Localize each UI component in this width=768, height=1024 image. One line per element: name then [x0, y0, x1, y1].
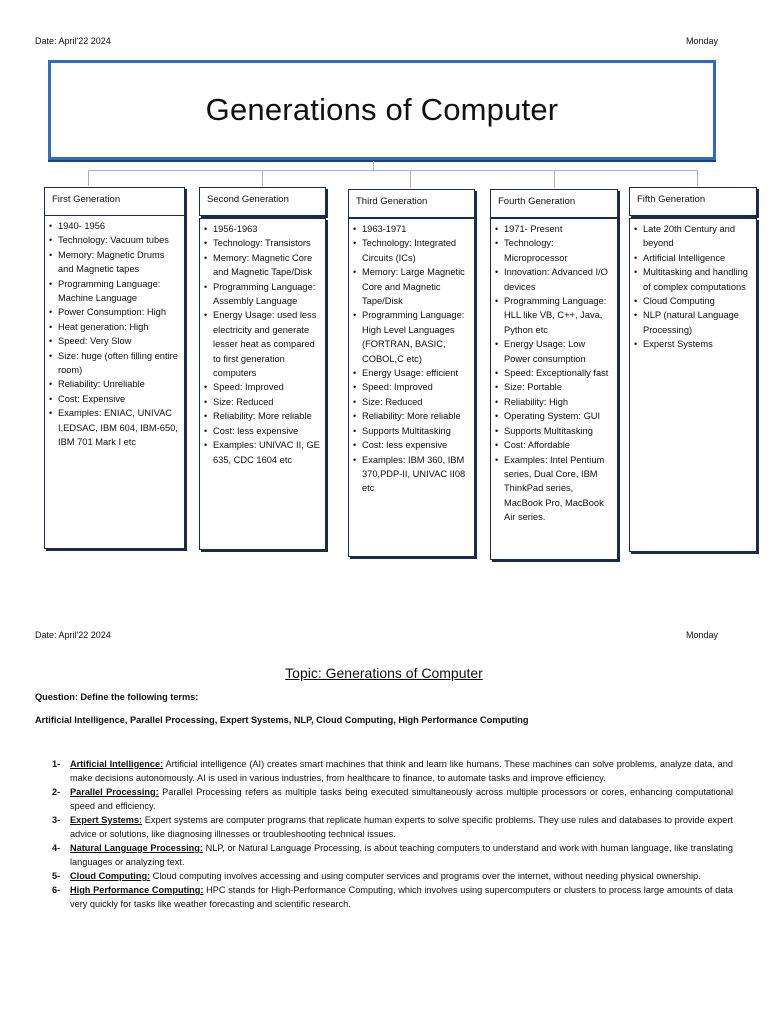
- definition-text: [70, 841, 733, 869]
- gen-list-item: • Cost: Affordable: [504, 438, 613, 452]
- definition-item: [52, 883, 733, 911]
- gen-list-item: • Reliability: More reliable: [362, 409, 470, 423]
- definition-body: HPC stands for High-Performance Computing, which involves using supercomputers or clusters to process large amounts of data very quickly for tasks like weather forecasting and scientific research.: [70, 885, 733, 909]
- connector-4: [554, 170, 555, 188]
- gen-list-item: • Cloud Computing: [643, 294, 752, 308]
- gen-list-item: • Programming Language: Assembly Language: [213, 280, 321, 309]
- gen-list-item: • Reliability: High: [504, 395, 613, 409]
- definition-item: [52, 841, 733, 869]
- gen-list-item: • Size: huge (often filling entire room): [58, 349, 180, 378]
- gen-list-item: • Cost: less expensive: [213, 424, 321, 438]
- gen-list-item: • Examples: ENIAC, UNIVAC I,EDSAC, IBM 604, IBM-650, IBM 701 Mark I etc: [58, 406, 180, 449]
- definition-item: [52, 785, 733, 813]
- definition-number: 3-: [52, 815, 61, 825]
- gen2-list: [204, 222, 321, 467]
- topic-heading: Topic: Generations of Computer: [285, 665, 483, 681]
- gen-list-item: • Technology: Vacuum tubes: [58, 233, 180, 247]
- gen-list-item: • Supports Multitasking: [362, 424, 470, 438]
- definition-number: 1-: [52, 759, 61, 769]
- gen-list-item: • Experst Systems: [643, 337, 752, 351]
- gen-list-item: • Programming Language: HLL like VB, C++, Java, Python etc: [504, 294, 613, 337]
- gen5-heading: Fifth Generation: [629, 187, 757, 216]
- gen-list-item: • Speed: Improved: [362, 380, 470, 394]
- definition-body: Cloud computing involves accessing and using computer services and programs over the internet, without needing physical ownership.: [150, 871, 701, 881]
- definition-text: [70, 813, 733, 841]
- gen-list-item: • Technology: Integrated Circuits (ICs): [362, 236, 470, 265]
- gen-list-item: • Artificial Intelligence: [643, 251, 752, 265]
- gen5-card: [629, 218, 757, 552]
- gen-list-item: • Energy Usage: Low Power consumption: [504, 337, 613, 366]
- gen-list-item: • Memory: Magnetic Core and Magnetic Tape/Disk: [213, 251, 321, 280]
- page1-date: Date: April'22 2024: [35, 36, 111, 46]
- gen4-card: [490, 218, 618, 560]
- terms-list: Artificial Intelligence, Parallel Processing, Expert Systems, NLP, Cloud Computing, High Performance Computing: [35, 715, 529, 725]
- definition-text: [70, 869, 733, 883]
- gen-list-item: • Programming Language: High Level Languages (FORTRAN, BASIC, COBOL,C etc): [362, 308, 470, 366]
- gen-list-item: • Speed: Very Slow: [58, 334, 180, 348]
- gen4-list: [495, 222, 613, 525]
- gen4-heading: Fourth Generation: [490, 189, 618, 218]
- gen-list-item: • Size: Reduced: [362, 395, 470, 409]
- definition-body: Parallel Processing refers as multiple tasks being executed simultaneously across multiple processors or cores, enhancing computational speed and efficiency.: [70, 787, 733, 811]
- definition-body: Artificial intelligence (AI) creates smart machines that think and learn like humans. These machines can solve problems, analyze data, and make decisions autonomously. AI is used in various industries, from healthcare to finance, to automate tasks and improve efficiency.: [70, 759, 733, 783]
- definition-term: High Performance Computing:: [70, 885, 204, 895]
- definition-number: 5-: [52, 871, 61, 881]
- question-text: Question: Define the following terms:: [35, 692, 199, 702]
- gen-list-item: • Programming Language: Machine Language: [58, 277, 180, 306]
- gen-list-item: • Speed: Improved: [213, 380, 321, 394]
- definition-term: Parallel Processing:: [70, 787, 159, 797]
- definition-item: [52, 813, 733, 841]
- gen-list-item: • Innovation: Advanced I/O devices: [504, 265, 613, 294]
- connector-3: [410, 170, 411, 188]
- definition-text: [70, 785, 733, 813]
- gen-list-item: • Size: Portable: [504, 380, 613, 394]
- gen-list-item: • Speed: Exceptionally fast: [504, 366, 613, 380]
- gen3-heading: Third Generation: [348, 189, 475, 218]
- gen-list-item: • Examples: IBM 360, IBM 370,PDP-II, UNIVAC II08 etc: [362, 453, 470, 496]
- definition-text: [70, 757, 733, 785]
- connector-5: [697, 170, 698, 186]
- definition-body: NLP, or Natural Language Processing, is about teaching computers to understand and work with human language, like translating languages or analyzing text.: [70, 843, 733, 867]
- gen-list-item: • 1940- 1956: [58, 219, 180, 233]
- definition-term: Natural Language Processing:: [70, 843, 203, 853]
- gen-list-item: • Reliability: Unreliable: [58, 377, 180, 391]
- page2-date: Date: April'22 2024: [35, 630, 111, 640]
- connector-2: [262, 170, 263, 186]
- gen-list-item: • Energy Usage: used less electricity and generate lesser heat as compared to first generation computers: [213, 308, 321, 380]
- gen-list-item: • Memory: Magnetic Drums and Magnetic tapes: [58, 248, 180, 277]
- gen-list-item: • Technology: Transistors: [213, 236, 321, 250]
- page1-day: Monday: [686, 36, 719, 46]
- gen5-list: [634, 222, 752, 352]
- gen-list-item: • Multitasking and handling of complex computations: [643, 265, 752, 294]
- gen2-card: [199, 218, 326, 550]
- definition-term: Artificial Intelligence:: [70, 759, 164, 769]
- connector-trunk: [373, 161, 374, 170]
- gen-list-item: • 1963-1971: [362, 222, 470, 236]
- gen-list-item: • NLP (natural Language Processing): [643, 308, 752, 337]
- gen-list-item: • Cost: less expensive: [362, 438, 470, 452]
- gen-list-item: • Supports Multitasking: [504, 424, 613, 438]
- gen-list-item: • Technology: Microprocessor: [504, 236, 613, 265]
- definition-term: Expert Systems:: [70, 815, 143, 825]
- definition-number: 2-: [52, 787, 61, 797]
- connector-1: [88, 170, 89, 186]
- gen2-heading: Second Generation: [199, 187, 326, 216]
- gen1-list: [49, 219, 180, 450]
- gen-list-item: • Energy Usage: efficient: [362, 366, 470, 380]
- connector-rail: [88, 170, 698, 171]
- gen3-list: [353, 222, 470, 496]
- gen-list-item: • Cost: Expensive: [58, 392, 180, 406]
- gen-list-item: • Heat generation: High: [58, 320, 180, 334]
- gen-list-item: • Reliability: More reliable: [213, 409, 321, 423]
- page2-day: Monday: [686, 630, 719, 640]
- gen-list-item: • 1956-1963: [213, 222, 321, 236]
- definition-item: [52, 869, 733, 883]
- definition-text: [70, 883, 733, 911]
- gen1-card: [44, 215, 185, 549]
- definition-number: 6-: [52, 885, 61, 895]
- gen-list-item: • Power Consumption: High: [58, 305, 180, 319]
- gen-list-item: • Examples: Intel Pentium series, Dual Core, IBM ThinkPad series, MacBook Pro, MacBook Air series.: [504, 453, 613, 525]
- definition-term: Cloud Computing:: [70, 871, 151, 881]
- gen-list-item: • Size: Reduced: [213, 395, 321, 409]
- gen-list-item: • 1971- Present: [504, 222, 613, 236]
- gen-list-item: • Memory: Large Magnetic Core and Magnetic Tape/Disk: [362, 265, 470, 308]
- gen-list-item: • Examples: UNIVAC II, GE 635, CDC 1604 etc: [213, 438, 321, 467]
- title-box: [48, 60, 716, 160]
- definition-body: Expert systems are computer programs that replicate human experts to solve specific problems. They use rules and databases to provide expert advice or solutions, like diagnosing illnesses or troubleshooting technical issues.: [70, 815, 733, 839]
- definition-item: [52, 757, 733, 785]
- definition-number: 4-: [52, 843, 61, 853]
- gen-list-item: • Operating System: GUI: [504, 409, 613, 423]
- gen1-heading: First Generation: [44, 187, 185, 216]
- page-title: Generations of Computer: [205, 92, 559, 127]
- definitions-list: [52, 757, 733, 911]
- gen3-card: [348, 218, 475, 557]
- gen-list-item: • Late 20th Century and beyond: [643, 222, 752, 251]
